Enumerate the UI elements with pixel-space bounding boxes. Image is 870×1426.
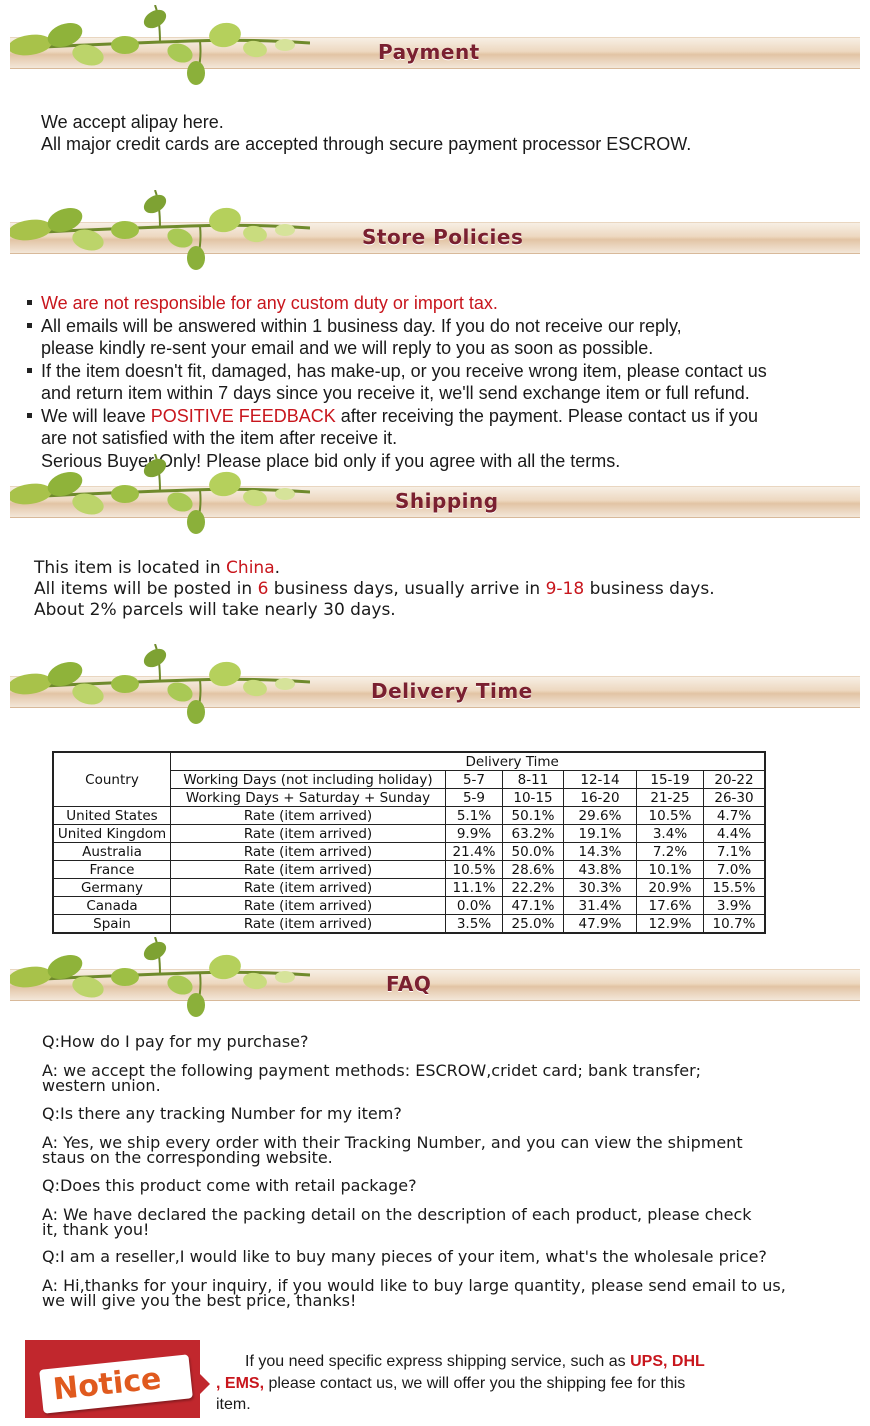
country-cell: Spain: [53, 915, 171, 934]
rate-value-cell: 63.2%: [503, 825, 564, 843]
rate-value-cell: 3.4%: [637, 825, 704, 843]
section-header-payment: [10, 27, 860, 71]
delivery-time-header: Delivery Time: [446, 752, 766, 771]
faq-q3: Q:Does this product come with retail package?: [42, 1176, 417, 1195]
working-days-value: 8-11: [503, 771, 564, 789]
faq-q4: Q:I am a reseller,I would like to buy many pieces of your item, what's the wholesale price?: [42, 1247, 767, 1266]
rate-label-cell: Rate (item arrived): [171, 807, 446, 825]
policy-4b: are not satisfied with the item after receive it.: [41, 428, 398, 448]
working-days-label: Working Days (not including holiday): [171, 771, 446, 789]
policy-4a: We will leave POSITIVE FEEDBACK after receiving the payment. Please contact us if you: [41, 406, 758, 426]
table-row: [53, 861, 765, 879]
rate-value-cell: 50.0%: [503, 843, 564, 861]
saturday-days-value: 5-9: [446, 789, 503, 807]
table-row: [53, 915, 765, 934]
vine-decoration-icon: [10, 190, 310, 274]
rate-value-cell: 28.6%: [503, 861, 564, 879]
section-title-delivery: Delivery Time: [371, 679, 533, 703]
bullet-icon: [27, 323, 32, 328]
working-days-value: 15-19: [637, 771, 704, 789]
rate-value-cell: 14.3%: [564, 843, 637, 861]
rate-label-cell: Rate (item arrived): [171, 879, 446, 897]
working-days-value: 12-14: [564, 771, 637, 789]
section-title-faq: FAQ: [386, 972, 432, 996]
rate-value-cell: 0.0%: [446, 897, 503, 915]
saturday-days-label: Working Days + Saturday + Sunday: [171, 789, 446, 807]
rate-value-cell: 3.5%: [446, 915, 503, 934]
country-header: Country: [53, 752, 171, 807]
bullet-icon: [27, 368, 32, 373]
rate-value-cell: 30.3%: [564, 879, 637, 897]
rate-value-cell: 17.6%: [637, 897, 704, 915]
rate-value-cell: 11.1%: [446, 879, 503, 897]
working-days-value: 5-7: [446, 771, 503, 789]
policy-1: We are not responsible for any custom duty or import tax.: [41, 293, 498, 313]
section-header-faq: [10, 959, 860, 1003]
rate-value-cell: 50.1%: [503, 807, 564, 825]
faq-a2a: A: Yes, we ship every order with their Tracking Number, and you can view the shipment: [42, 1133, 743, 1152]
policy-2b: please kindly re-sent your email and we will reply to you as soon as possible.: [41, 338, 654, 358]
saturday-days-value: 21-25: [637, 789, 704, 807]
section-title-shipping: Shipping: [395, 489, 499, 513]
rate-value-cell: 21.4%: [446, 843, 503, 861]
rate-value-cell: 29.6%: [564, 807, 637, 825]
faq-a3a: A: We have declared the packing detail on the description of each product, please check: [42, 1205, 752, 1224]
section-header-policies: [10, 212, 860, 256]
notice-line-2: , EMS, please contact us, we will offer you the shipping fee for this: [216, 1375, 686, 1392]
rate-label-cell: Rate (item arrived): [171, 915, 446, 934]
saturday-days-value: 16-20: [564, 789, 637, 807]
country-cell: Australia: [53, 843, 171, 861]
faq-q2: Q:Is there any tracking Number for my item?: [42, 1104, 402, 1123]
faq-a4b: we will give you the best price, thanks!: [42, 1291, 357, 1310]
rate-label-cell: Rate (item arrived): [171, 861, 446, 879]
rate-value-cell: 43.8%: [564, 861, 637, 879]
policy-3a: If the item doesn't fit, damaged, has make-up, or you receive wrong item, please contact us: [41, 361, 767, 381]
vine-decoration-icon: [10, 454, 310, 538]
table-row: [53, 825, 765, 843]
notice-line-1: If you need specific express shipping service, such as UPS, DHL: [245, 1353, 705, 1370]
working-days-value: 20-22: [704, 771, 766, 789]
rate-value-cell: 10.5%: [637, 807, 704, 825]
section-header-shipping: [10, 476, 860, 520]
rate-value-cell: 10.5%: [446, 861, 503, 879]
section-header-delivery: [10, 666, 860, 710]
section-title-policies: Store Policies: [362, 225, 524, 249]
positive-feedback-text: POSITIVE FEEDBACK: [150, 406, 336, 426]
vine-decoration-icon: [10, 937, 310, 1021]
rate-value-cell: 25.0%: [503, 915, 564, 934]
rate-value-cell: 7.0%: [704, 861, 766, 879]
rate-value-cell: 4.7%: [704, 807, 766, 825]
policy-4c: Serious Buyer Only! Please place bid only if you agree with all the terms.: [41, 451, 621, 471]
saturday-days-value: 10-15: [503, 789, 564, 807]
table-row: [53, 843, 765, 861]
rate-value-cell: 10.1%: [637, 861, 704, 879]
rate-value-cell: 7.2%: [637, 843, 704, 861]
shipping-line-1: This item is located in China.: [34, 558, 281, 578]
rate-value-cell: 4.4%: [704, 825, 766, 843]
rate-value-cell: 5.1%: [446, 807, 503, 825]
faq-a1a: A: we accept the following payment methods: ESCROW,cridet card; bank transfer;: [42, 1061, 702, 1080]
country-cell: Germany: [53, 879, 171, 897]
rate-label-cell: Rate (item arrived): [171, 825, 446, 843]
rate-value-cell: 22.2%: [503, 879, 564, 897]
section-title-payment: Payment: [378, 40, 480, 64]
rate-value-cell: 19.1%: [564, 825, 637, 843]
delivery-time-table: [52, 751, 766, 934]
rate-value-cell: 12.9%: [637, 915, 704, 934]
rate-value-cell: 20.9%: [637, 879, 704, 897]
shipping-line-3: About 2% parcels will take nearly 30 days.: [34, 600, 396, 620]
table-row: [53, 897, 765, 915]
country-cell: Canada: [53, 897, 171, 915]
shipping-line-2: All items will be posted in 6 business days, usually arrive in 9-18 business days.: [34, 579, 715, 599]
payment-line-2: All major credit cards are accepted through secure payment processor ESCROW.: [41, 134, 692, 154]
notice-banner: [25, 1340, 200, 1418]
saturday-days-value: 26-30: [704, 789, 766, 807]
faq-a1b: western union.: [42, 1076, 161, 1095]
rate-value-cell: 31.4%: [564, 897, 637, 915]
bullet-icon: [27, 413, 32, 418]
country-cell: United Kingdom: [53, 825, 171, 843]
notice-badge: Notice: [39, 1354, 193, 1413]
rate-value-cell: 3.9%: [704, 897, 766, 915]
country-cell: United States: [53, 807, 171, 825]
policy-2a: All emails will be answered within 1 business day. If you do not receive our reply,: [41, 316, 682, 336]
rate-value-cell: 15.5%: [704, 879, 766, 897]
faq-q1: Q:How do I pay for my purchase?: [42, 1032, 309, 1051]
faq-a3b: it, thank you!: [42, 1220, 150, 1239]
vine-decoration-icon: [10, 5, 310, 89]
faq-a4a: A: Hi,thanks for your inquiry, if you would like to buy large quantity, please send email to us,: [42, 1276, 786, 1295]
rate-label-cell: Rate (item arrived): [171, 897, 446, 915]
rate-label-cell: Rate (item arrived): [171, 843, 446, 861]
rate-value-cell: 47.9%: [564, 915, 637, 934]
payment-line-1: We accept alipay here.: [41, 112, 224, 132]
rate-value-cell: 9.9%: [446, 825, 503, 843]
policy-3b: and return item within 7 days since you receive it, we'll send exchange item or full refund.: [41, 383, 750, 403]
table-row: [53, 807, 765, 825]
bullet-icon: [27, 300, 32, 305]
rate-value-cell: 47.1%: [503, 897, 564, 915]
rate-value-cell: 7.1%: [704, 843, 766, 861]
table-row: [53, 879, 765, 897]
notice-line-3: item.: [216, 1396, 251, 1413]
country-cell: France: [53, 861, 171, 879]
faq-a2b: staus on the corresponding website.: [42, 1148, 333, 1167]
rate-value-cell: 10.7%: [704, 915, 766, 934]
vine-decoration-icon: [10, 644, 310, 728]
